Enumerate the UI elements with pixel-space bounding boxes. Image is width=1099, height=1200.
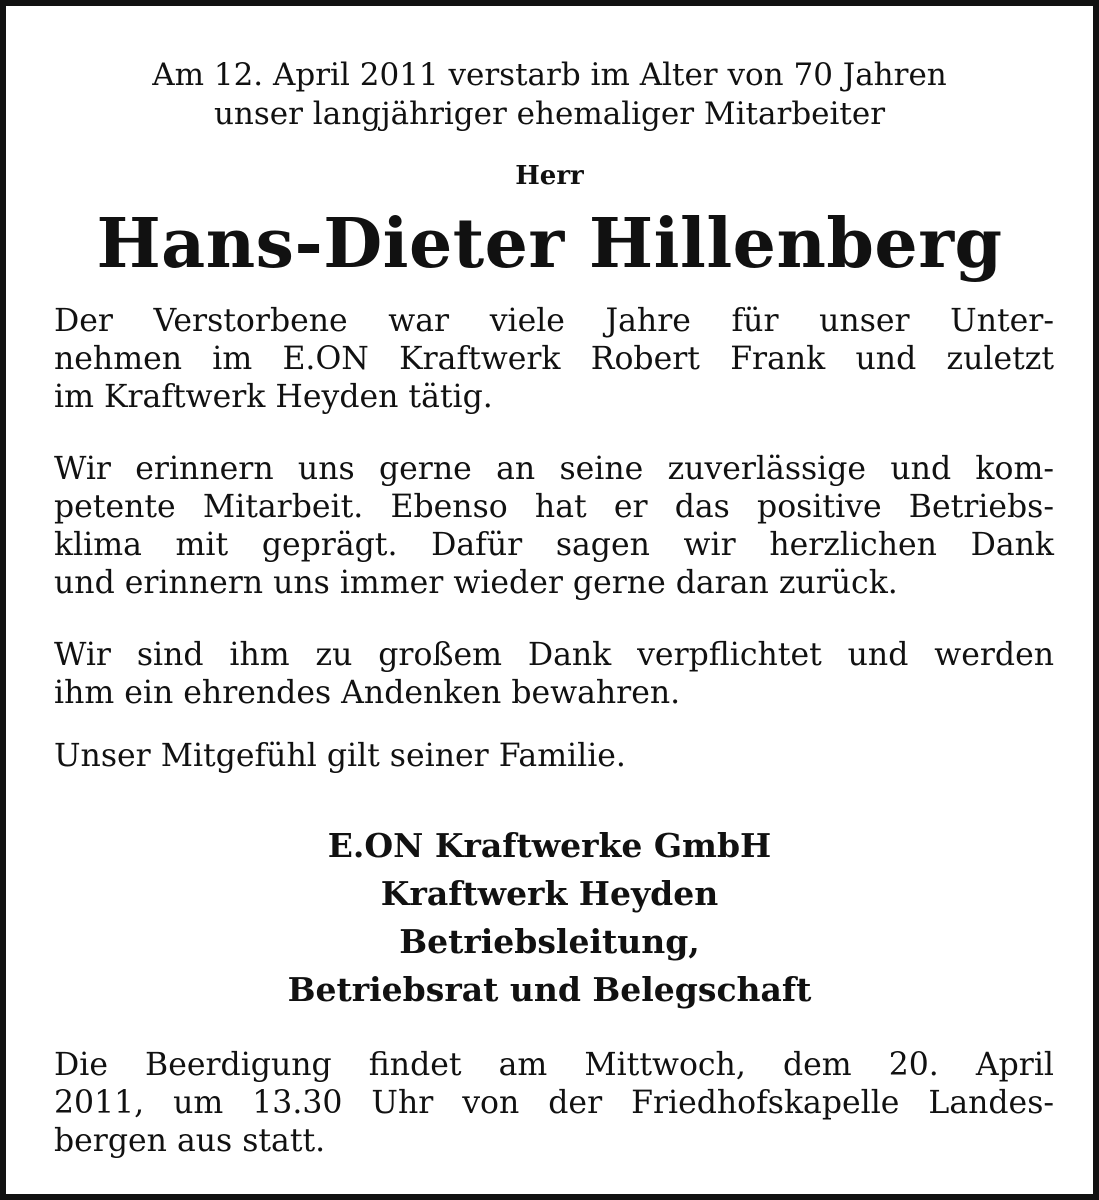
funeral-notice bbox=[54, 1046, 1054, 1160]
paragraph-employment bbox=[54, 302, 1054, 416]
deceased-name: Hans-Dieter Hillenberg bbox=[96, 204, 1003, 284]
signature-staff: Betriebsrat und Belegschaft bbox=[287, 970, 812, 1009]
paragraph-line: Unser Mitgefühl gilt seiner Familie. bbox=[54, 738, 626, 774]
paragraph-line: nehmen im E.ON Kraftwerk Robert Frank und zuletzt bbox=[54, 341, 1054, 377]
funeral-line: 2011, um 13.30 Uhr von der Friedhofskapelle Landes- bbox=[54, 1085, 1054, 1121]
paragraph-line: und erinnern uns immer wieder gerne daran zurück. bbox=[54, 565, 898, 601]
signature-plant: Kraftwerk Heyden bbox=[380, 874, 719, 913]
paragraph-line: klima mit geprägt. Dafür sagen wir herzlichen Dank bbox=[54, 527, 1054, 563]
paragraph-line: im Kraftwerk Heyden tätig. bbox=[54, 379, 493, 415]
paragraph-remembrance bbox=[54, 450, 1054, 602]
intro-line-2: unser langjähriger ehemaliger Mitarbeiter bbox=[213, 96, 886, 132]
paragraph-gratitude bbox=[54, 636, 1054, 712]
signature-management: Betriebsleitung, bbox=[399, 922, 700, 961]
intro-line-1: Am 12. April 2011 verstarb im Alter von 70 Jahren bbox=[152, 57, 947, 93]
paragraph-condolence bbox=[54, 737, 1054, 775]
paragraph-line: Wir sind ihm zu großem Dank verpflichtet und werden bbox=[54, 637, 1054, 673]
honorific: Herr bbox=[515, 161, 584, 191]
signature-company: E.ON Kraftwerke GmbH bbox=[327, 826, 772, 865]
funeral-line: bergen aus statt. bbox=[54, 1123, 326, 1159]
paragraph-line: Der Verstorbene war viele Jahre für unser Unter- bbox=[54, 303, 1054, 339]
paragraph-line: petente Mitarbeit. Ebenso hat er das positive Betriebs- bbox=[54, 489, 1054, 525]
paragraph-line: Wir erinnern uns gerne an seine zuverlässige und kom- bbox=[54, 451, 1054, 487]
funeral-line: Die Beerdigung findet am Mittwoch, dem 20. April bbox=[54, 1047, 1054, 1083]
paragraph-line: ihm ein ehrendes Andenken bewahren. bbox=[54, 675, 681, 711]
signature-block bbox=[46, 822, 1053, 1014]
